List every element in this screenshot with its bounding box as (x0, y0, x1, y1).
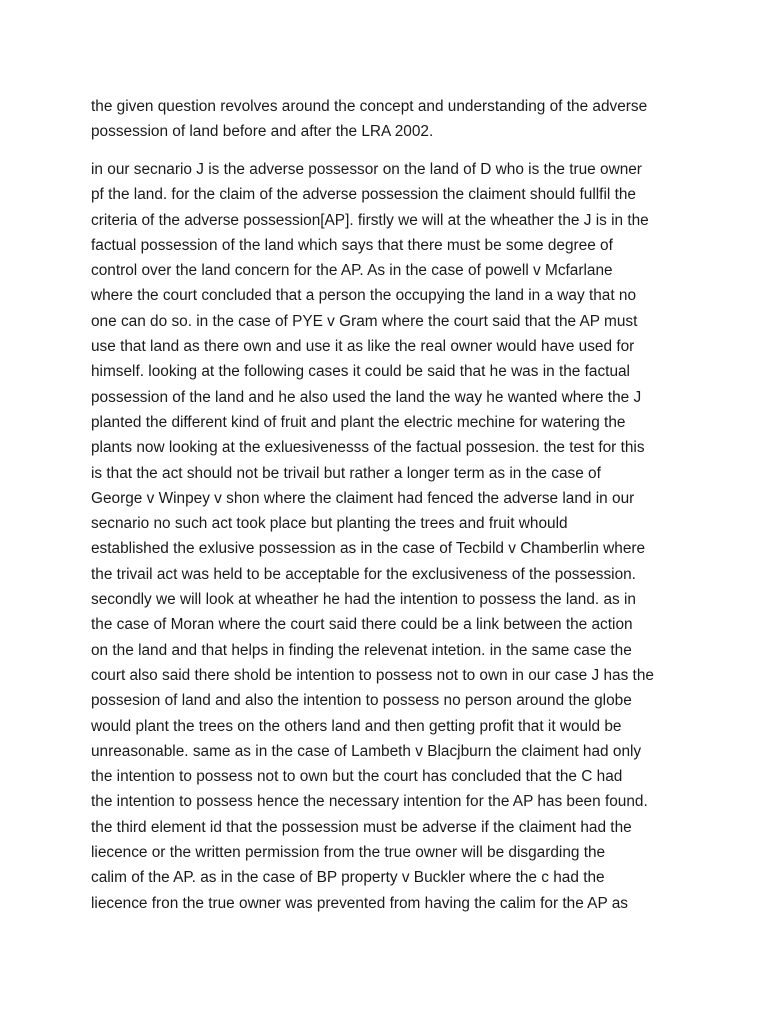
text-line: on the land and that helps in finding the relevenat intetion. in the same case the (91, 641, 632, 659)
text-line: possession of land before and after the LRA 2002. (91, 123, 434, 141)
text-line: the given question revolves around the concept and understanding of the adverse (91, 98, 648, 115)
text-line: George v Winpey v shon where the claiment had fenced the adverse land in our (91, 489, 635, 507)
text-line: pf the land. for the claim of the adverse possession the claiment should fullfil the (91, 186, 636, 204)
text-line: control over the land concern for the AP. As in the case of powell v Mcfarlane (91, 262, 613, 280)
text-line: the intention to possess hence the necessary intention for the AP has been found. (91, 793, 648, 811)
text-line: secondly we will look at wheather he had the intention to possess the land. as in (91, 591, 636, 609)
text-line: court also said there shold be intention to possess not to own in our case J has the (91, 666, 654, 684)
text-line: factual possession of the land which says that there must be some degree of (91, 236, 613, 254)
text-line: one can do so. in the case of PYE v Gram where the court said that the AP must (91, 312, 638, 330)
paragraph-intro (91, 94, 691, 145)
text-line: in our secnario J is the adverse possessor on the land of D who is the true owner (91, 161, 642, 178)
text-line: calim of the AP. as in the case of BP property v Buckler where the c had the (91, 869, 605, 887)
text-line: the intention to possess not to own but the court has concluded that the C had (91, 768, 623, 786)
text-line: established the exlusive possession as in the case of Tecbild v Chamberlin where (91, 540, 646, 558)
text-line: possession of the land and he also used the land the way he wanted where the J (91, 388, 642, 406)
text-line: secnario no such act took place but planting the trees and fruit whould (91, 515, 568, 533)
text-line: would plant the trees on the others land and then getting profit that it would be (91, 717, 622, 735)
text-line: the third element id that the possession must be adverse if the claiment had the (91, 818, 632, 836)
text-line: himself. looking at the following cases it could be said that he was in the factual (91, 363, 630, 381)
paragraph-analysis (91, 157, 691, 916)
text-line: use that land as there own and use it as like the real owner would have used for (91, 338, 635, 356)
text-line: is that the act should not be trivail but rather a longer term as in the case of (91, 464, 601, 482)
text-line: possesion of land and also the intention to possess no person around the globe (91, 692, 632, 710)
text-line: planted the different kind of fruit and plant the electric mechine for watering the (91, 413, 626, 431)
text-line: liecence fron the true owner was prevented from having the calim for the AP as (91, 894, 628, 912)
text-line: the case of Moran where the court said there could be a link between the action (91, 616, 633, 634)
text-line: unreasonable. same as in the case of Lambeth v Blacjburn the claiment had only (91, 742, 642, 760)
text-line: where the court concluded that a person the occupying the land in a way that no (91, 287, 637, 305)
text-line: plants now looking at the exluesivenesss of the factual possesion. the test for this (91, 439, 645, 457)
text-line: criteria of the adverse possession[AP]. firstly we will at the wheather the J is in the (91, 211, 649, 229)
text-line: the trivail act was held to be acceptable for the exclusiveness of the possession. (91, 565, 636, 583)
text-line: liecence or the written permission from the true owner will be disgarding the (91, 844, 606, 862)
